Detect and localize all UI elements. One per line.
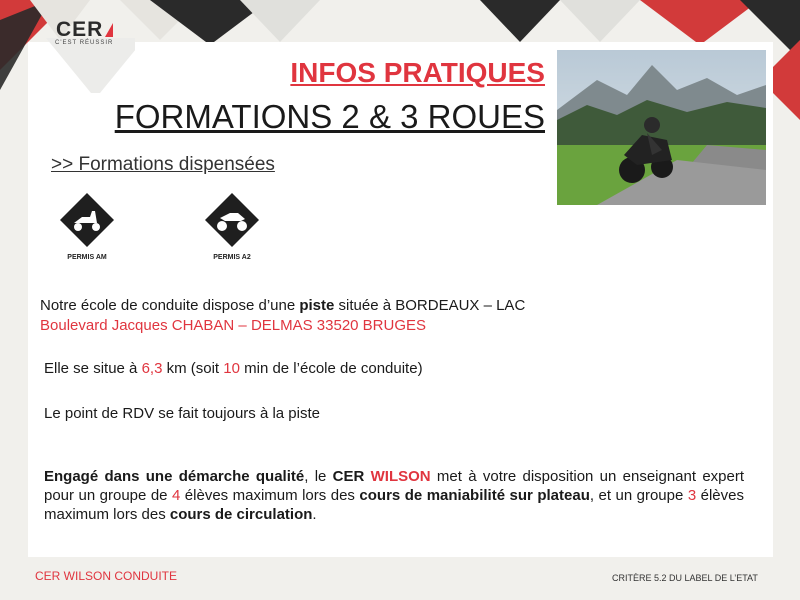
track-description: Notre école de conduite dispose d’une piste située à BORDEAUX – LAC <box>40 297 526 314</box>
permit-am-badge <box>57 193 117 261</box>
page-title: INFOS PRATIQUES <box>290 57 545 88</box>
quality-paragraph: Engagé dans une démarche qualité, le CER WILSON met à votre disposition un enseignant expert pour un groupe de 4 élèves maximum lors des cours de maniabilité sur plateau, et un groupe 3 élèves maximum lors des cours de circulation. <box>44 468 745 523</box>
track-address: Boulevard Jacques CHABAN – DELMAS 33520 BRUGES <box>40 317 427 334</box>
permit-a2-badge <box>202 193 262 261</box>
cer-logo-bg <box>45 38 135 93</box>
cer-logo: CER <box>56 18 113 42</box>
quad-icon <box>205 193 259 247</box>
footer-brand: CER WILSON CONDUITE <box>35 569 178 583</box>
footer-criterion: CRITÈRE 5.2 DU LABEL DE L’ETAT <box>612 573 758 583</box>
scooter-icon <box>60 193 114 247</box>
page-subtitle: FORMATIONS 2 & 3 ROUES <box>114 98 545 135</box>
meeting-point: Le point de RDV se fait toujours à la piste <box>44 405 320 422</box>
cer-tagline: C'EST RÉUSSIR <box>55 40 114 46</box>
permit-a2-label: PERMIS A2 <box>213 254 251 261</box>
permit-am-label: PERMIS AM <box>67 254 107 261</box>
distance-info: Elle se situe à 6,3 km (soit 10 min de l’école de conduite) <box>44 360 423 377</box>
motorcycle-photo <box>557 50 766 205</box>
section-heading: >> Formations dispensées <box>51 154 275 175</box>
